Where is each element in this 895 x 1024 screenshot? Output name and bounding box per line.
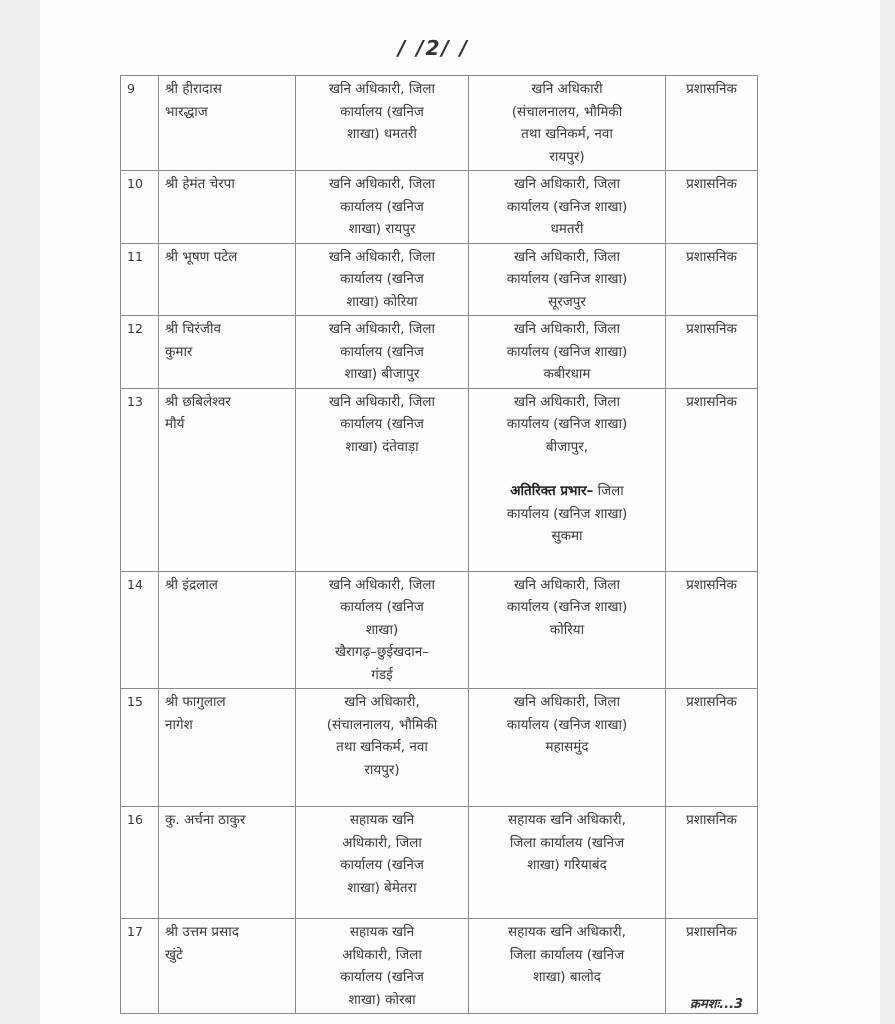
transfer-type-text: प्रशासनिक: [686, 81, 737, 97]
officer-name-text: श्री उत्तम प्रसाद खुंटे: [165, 924, 239, 963]
transfer-type: [666, 388, 758, 571]
new-posting-text: खनि अधिकारी, जिला कार्यालय (खनिज शाखा) सूरजपुर: [506, 248, 628, 310]
paragraph-spacer: [473, 458, 661, 480]
new-posting-text: सहायक खनि अधिकारी, जिला कार्यालय (खनिज शाखा) बालोद: [508, 924, 626, 985]
transfer-type-text: प्रशासनिक: [686, 321, 737, 337]
current-posting-text: सहायक खनि अधिकारी, जिला कार्यालय (खनिज शाखा) कोरबा: [340, 924, 424, 1008]
transfer-type-text: प्रशासनिक: [686, 248, 737, 265]
new-posting-text: खनि अधिकारी, जिला कार्यालय (खनिज शाखा) कोरिया: [506, 576, 628, 638]
new-posting: [469, 243, 666, 316]
officer-name: [159, 689, 296, 807]
transfer-type: [666, 76, 758, 171]
current-posting: [296, 243, 469, 316]
current-posting-text: खनि अधिकारी, जिला कार्यालय (खनिज शाखा) बीजापुर: [328, 321, 436, 382]
new-posting: [469, 316, 666, 389]
officer-name: [159, 388, 296, 571]
officer-name-text: श्री हीरादास भारद्धाज: [165, 81, 222, 120]
current-posting: [296, 571, 469, 689]
table-row: [121, 388, 758, 571]
table-row: [121, 689, 758, 807]
new-posting: [469, 171, 666, 244]
new-posting-text: खनि अधिकारी, जिला कार्यालय (खनिज शाखा) महासमुंद: [506, 694, 628, 755]
officer-name: [159, 807, 296, 919]
new-posting-text: खनि अधिकारी, जिला कार्यालय (खनिज शाखा) धमतरी: [506, 176, 628, 237]
transfer-type: [666, 689, 758, 807]
serial-number: [121, 571, 159, 689]
current-posting: [296, 171, 469, 244]
transfer-table-body: [121, 76, 758, 1014]
new-posting-text: सहायक खनि अधिकारी, जिला कार्यालय (खनिज शाखा) गरियाबंद: [508, 812, 626, 873]
table-row: [121, 316, 758, 389]
page-number: / /2/ /: [398, 36, 470, 60]
new-posting: [469, 919, 666, 1014]
additional-charge-text: जिला कार्यालय (खनिज शाखा) सुकमा: [506, 483, 628, 544]
new-posting: [469, 571, 666, 689]
current-posting: [296, 807, 469, 919]
current-posting-text: खनि अधिकारी, जिला कार्यालय (खनिज शाखा) धमतरी: [328, 81, 436, 142]
serial-number: [121, 807, 159, 919]
serial-number-text: 13: [127, 393, 143, 409]
serial-number: [121, 316, 159, 389]
new-posting-text: खनि अधिकारी, जिला कार्यालय (खनिज शाखा) बीजापुर,: [506, 393, 628, 455]
officer-name: [159, 316, 296, 389]
table-row: [121, 571, 758, 689]
table-row: [121, 243, 758, 316]
additional-charge-label: अतिरिक्त प्रभार–: [510, 483, 594, 499]
new-posting-text: खनि अधिकारी, जिला कार्यालय (खनिज शाखा) कबीरधाम: [506, 321, 628, 382]
officer-name-text: श्री हेमंत चेरपा: [165, 176, 235, 192]
serial-number-text: 16: [127, 812, 143, 827]
officer-name-text: श्री छबिलेश्वर मौर्य: [165, 393, 231, 432]
officer-name-text: कु. अर्चना ठाकुर: [165, 812, 246, 828]
current-posting: [296, 316, 469, 389]
current-posting-text: खनि अधिकारी, जिला कार्यालय (खनिज शाखा) कोरिया: [328, 248, 436, 310]
transfer-type-text: प्रशासनिक: [686, 176, 737, 192]
officer-name-text: श्री फागुलाल नागेश: [165, 694, 226, 733]
current-posting: [296, 388, 469, 571]
serial-number-text: 11: [127, 248, 143, 264]
transfer-type-text: प्रशासनिक: [686, 576, 737, 593]
serial-number-text: 10: [127, 176, 143, 191]
transfer-type: [666, 171, 758, 244]
current-posting: [296, 76, 469, 171]
transfer-type-text: प्रशासनिक: [686, 694, 737, 710]
new-posting: [469, 388, 666, 571]
transfer-type: [666, 316, 758, 389]
officer-name: [159, 571, 296, 689]
serial-number: [121, 919, 159, 1014]
new-posting: [469, 76, 666, 171]
officer-name-text: श्री चिरंजीव कुमार: [165, 321, 221, 360]
serial-number: [121, 689, 159, 807]
serial-number: [121, 76, 159, 171]
serial-number: [121, 388, 159, 571]
transfer-type-text: प्रशासनिक: [686, 812, 737, 828]
current-posting-text: खनि अधिकारी, (संचालनालय, भौमिकी तथा खनिकर्म, नवा रायपुर): [326, 694, 438, 778]
transfer-type: [666, 243, 758, 316]
table-row: [121, 807, 758, 919]
officer-name-text: श्री भूषण पटेल: [165, 248, 238, 265]
current-posting: [296, 689, 469, 807]
serial-number-text: 9: [127, 81, 135, 96]
serial-number-text: 14: [127, 576, 143, 592]
transfer-table: [120, 75, 758, 1014]
continued-note: क्रमशः...3: [690, 997, 744, 1012]
transfer-type: [666, 807, 758, 919]
table-row: [121, 171, 758, 244]
current-posting-text: खनि अधिकारी, जिला कार्यालय (खनिज शाखा) रायपुर: [328, 176, 436, 237]
current-posting-text: खनि अधिकारी, जिला कार्यालय (खनिज शाखा) खैरागढ़–छुईखदान– गंडई: [328, 576, 436, 683]
officer-name: [159, 76, 296, 171]
table-row: [121, 919, 758, 1014]
new-posting-text: खनि अधिकारी (संचालनालय, भौमिकी तथा खनिकर्म, नवा रायपुर): [511, 81, 623, 165]
serial-number-text: 15: [127, 694, 143, 709]
officer-name: [159, 919, 296, 1014]
current-posting-text: खनि अधिकारी, जिला कार्यालय (खनिज शाखा) दंतेवाड़ा: [328, 393, 436, 455]
current-posting: [296, 919, 469, 1014]
serial-number-text: 12: [127, 321, 143, 336]
officer-name: [159, 171, 296, 244]
serial-number: [121, 171, 159, 244]
new-posting: [469, 807, 666, 919]
transfer-type: [666, 571, 758, 689]
new-posting: [469, 689, 666, 807]
transfer-type-text: प्रशासनिक: [686, 924, 737, 940]
officer-name-text: श्री इंद्रलाल: [165, 576, 218, 593]
serial-number: [121, 243, 159, 316]
officer-name: [159, 243, 296, 316]
serial-number-text: 17: [127, 924, 143, 939]
table-row: [121, 76, 758, 171]
transfer-type-text: प्रशासनिक: [686, 393, 737, 410]
current-posting-text: सहायक खनि अधिकारी, जिला कार्यालय (खनिज शाखा) बेमेतरा: [340, 812, 424, 896]
